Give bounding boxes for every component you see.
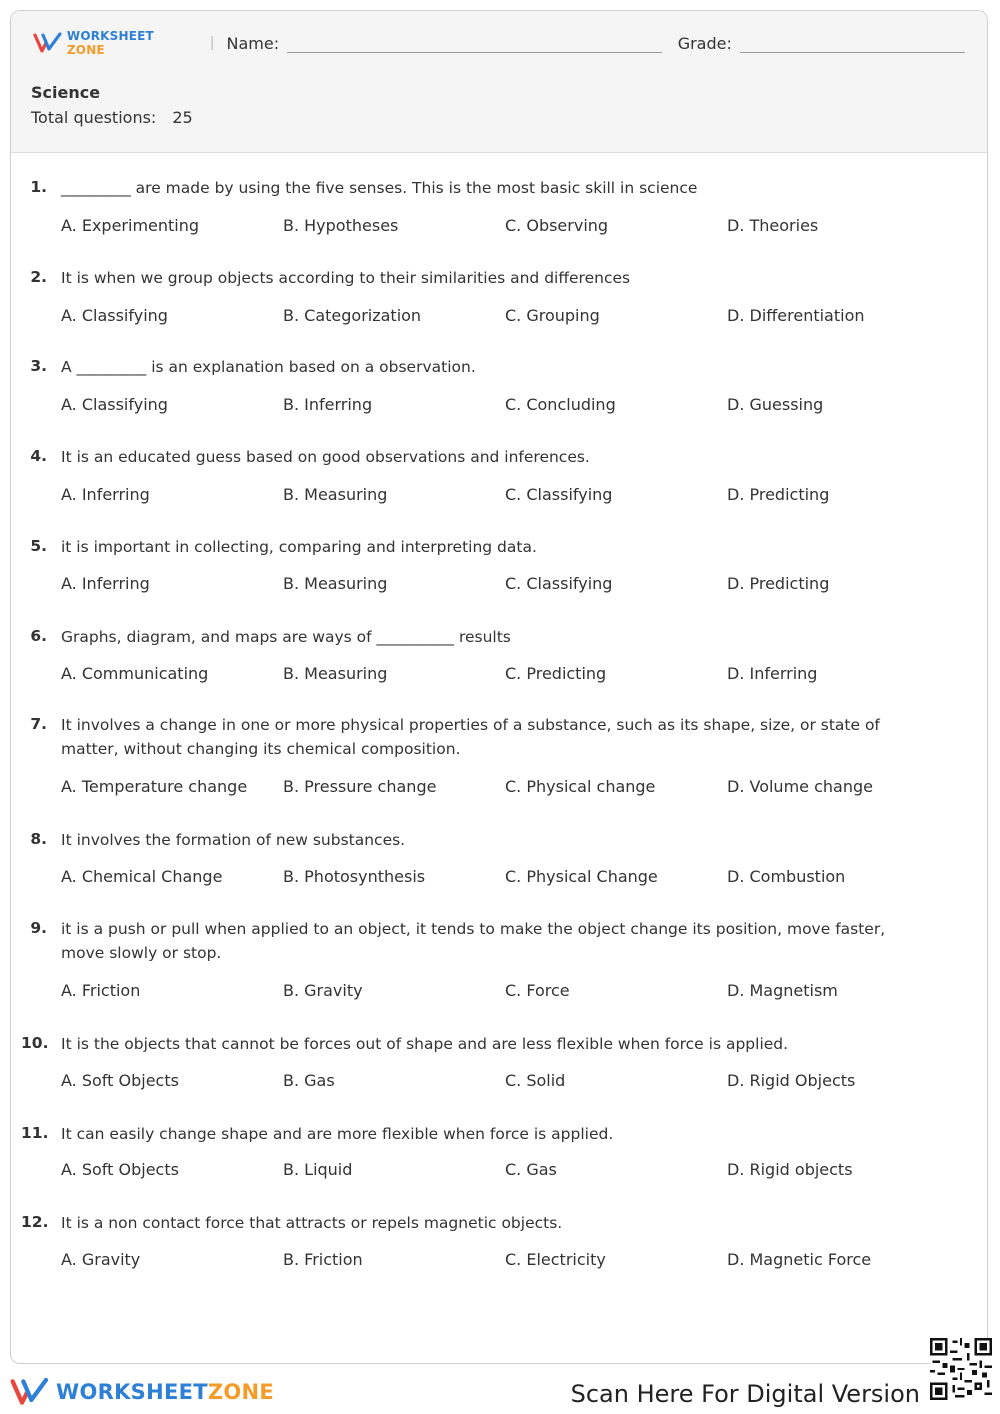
question-text: _________ are made by using the five senses. This is the most basic skill in science [61, 179, 698, 197]
answer-option-b[interactable]: B. Measuring [283, 485, 388, 504]
brand-name-part1: WORKSHEET [66, 29, 154, 43]
page-footer [0, 1366, 1000, 1414]
question-number: 6. [30, 627, 47, 645]
question-number: 5. [30, 537, 47, 555]
answer-option-a[interactable]: A. Chemical Change [61, 867, 223, 886]
grade-label: Grade: [677, 33, 732, 53]
answer-option-b[interactable]: B. Measuring [283, 664, 388, 683]
answer-option-c[interactable]: C. Classifying [505, 574, 613, 593]
question-text: It is an educated guess based on good observations and inferences. [61, 448, 590, 466]
question-text: It is a non contact force that attracts or repels magnetic objects. [61, 1214, 563, 1232]
question-text: It is when we group objects according to their similarities and differences [61, 269, 631, 287]
answer-option-a[interactable]: A. Gravity [61, 1250, 141, 1269]
answer-option-d[interactable]: D. Volume change [727, 777, 873, 796]
total-questions-value: 25 [172, 108, 193, 127]
answer-option-c[interactable]: C. Observing [505, 216, 609, 235]
footer-brand-logo [10, 1376, 274, 1408]
worksheet-header [11, 11, 987, 153]
brand-name-part2: ZONE [66, 43, 105, 57]
answer-option-a[interactable]: A. Soft Objects [61, 1071, 179, 1090]
answer-option-b[interactable]: B. Gravity [283, 981, 363, 1000]
question-text: it is a push or pull when applied to an object, it tends to make the object change its position, move faster, move slowly or stop. [61, 920, 886, 962]
answer-option-a[interactable]: A. Inferring [61, 485, 150, 504]
answer-option-c[interactable]: C. Force [505, 981, 570, 1000]
answer-option-b[interactable]: B. Gas [283, 1071, 335, 1090]
answer-option-b[interactable]: B. Photosynthesis [283, 867, 426, 886]
answer-option-d[interactable]: D. Inferring [727, 664, 818, 683]
question-number: 9. [30, 919, 47, 937]
answer-option-c[interactable]: C. Predicting [505, 664, 607, 683]
answer-option-d[interactable]: D. Predicting [727, 485, 830, 504]
brand-name [67, 29, 196, 57]
answer-option-a[interactable]: A. Experimenting [61, 216, 200, 235]
qr-code-icon[interactable] [930, 1338, 992, 1400]
answer-option-c[interactable]: C. Concluding [505, 395, 616, 414]
scan-instruction: Scan Here For Digital Version [570, 1380, 920, 1408]
grade-field[interactable] [740, 34, 965, 53]
answer-option-a[interactable]: A. Soft Objects [61, 1160, 179, 1179]
question-text: it is important in collecting, comparing and interpreting data. [61, 538, 537, 556]
question-text: A _________ is an explanation based on a observation. [61, 358, 476, 376]
answer-option-d[interactable]: D. Guessing [727, 395, 824, 414]
question-number: 1. [30, 178, 47, 196]
answer-option-d[interactable]: D. Predicting [727, 574, 830, 593]
question-number: 8. [30, 830, 47, 848]
answer-option-a[interactable]: A. Temperature change [61, 777, 248, 796]
answer-option-c[interactable]: C. Electricity [505, 1250, 606, 1269]
answer-option-c[interactable]: C. Classifying [505, 485, 613, 504]
answer-option-b[interactable]: B. Inferring [283, 395, 373, 414]
question-number: 2. [30, 268, 47, 286]
question-number: 7. [30, 715, 47, 733]
answer-option-d[interactable]: D. Combustion [727, 867, 846, 886]
footer-brand-name-part2: ZONE [207, 1380, 275, 1404]
answer-option-c[interactable]: C. Physical change [505, 777, 656, 796]
answer-option-a[interactable]: A. Inferring [61, 574, 150, 593]
answer-option-b[interactable]: B. Friction [283, 1250, 363, 1269]
answer-option-b[interactable]: B. Hypotheses [283, 216, 399, 235]
total-questions-label: Total questions: [31, 108, 157, 127]
subject-title: Science [31, 83, 101, 102]
answer-option-a[interactable]: A. Communicating [61, 664, 209, 683]
header-separator: | [209, 35, 215, 51]
question-text: Graphs, diagram, and maps are ways of __________ results [61, 628, 511, 646]
answer-option-d[interactable]: D. Magnetism [727, 981, 838, 1000]
answer-option-c[interactable]: C. Grouping [505, 306, 600, 325]
question-number: 11. [21, 1124, 49, 1142]
answer-option-b[interactable]: B. Categorization [283, 306, 422, 325]
question-number: 10. [21, 1034, 49, 1052]
brand-logo [33, 29, 196, 57]
answer-option-d[interactable]: D. Magnetic Force [727, 1250, 872, 1269]
total-questions [31, 108, 193, 127]
answer-option-b[interactable]: B. Liquid [283, 1160, 353, 1179]
worksheet-sheet [10, 10, 988, 1364]
answer-option-b[interactable]: B. Pressure change [283, 777, 437, 796]
worksheetzone-logo-icon [10, 1376, 50, 1408]
answer-option-d[interactable]: D. Theories [727, 216, 819, 235]
answer-option-d[interactable]: D. Differentiation [727, 306, 865, 325]
question-text: It involves the formation of new substances. [61, 831, 406, 849]
answer-option-d[interactable]: D. Rigid Objects [727, 1071, 856, 1090]
footer-brand-name-part1: WORKSHEET [56, 1380, 208, 1404]
question-text: It can easily change shape and are more flexible when force is applied. [61, 1125, 614, 1143]
header-row [33, 31, 965, 55]
name-field[interactable] [287, 34, 662, 53]
name-label: Name: [226, 33, 280, 53]
answer-option-b[interactable]: B. Measuring [283, 574, 388, 593]
answer-option-c[interactable]: C. Gas [505, 1160, 557, 1179]
answer-option-c[interactable]: C. Solid [505, 1071, 566, 1090]
question-number: 4. [30, 447, 47, 465]
answer-option-c[interactable]: C. Physical Change [505, 867, 658, 886]
answer-option-a[interactable]: A. Classifying [61, 395, 168, 414]
worksheetzone-logo-icon [33, 32, 63, 54]
question-text: It is the objects that cannot be forces out of shape and are less flexible when force is applied. [61, 1035, 789, 1053]
question-number: 12. [21, 1213, 49, 1231]
answer-option-a[interactable]: A. Friction [61, 981, 141, 1000]
answer-option-a[interactable]: A. Classifying [61, 306, 168, 325]
footer-brand-name [56, 1380, 274, 1404]
answer-option-d[interactable]: D. Rigid objects [727, 1160, 853, 1179]
question-number: 3. [30, 357, 47, 375]
question-text: It involves a change in one or more physical properties of a substance, such as its shape, size, or state of matter, without changing its chemical composition. [61, 716, 880, 758]
